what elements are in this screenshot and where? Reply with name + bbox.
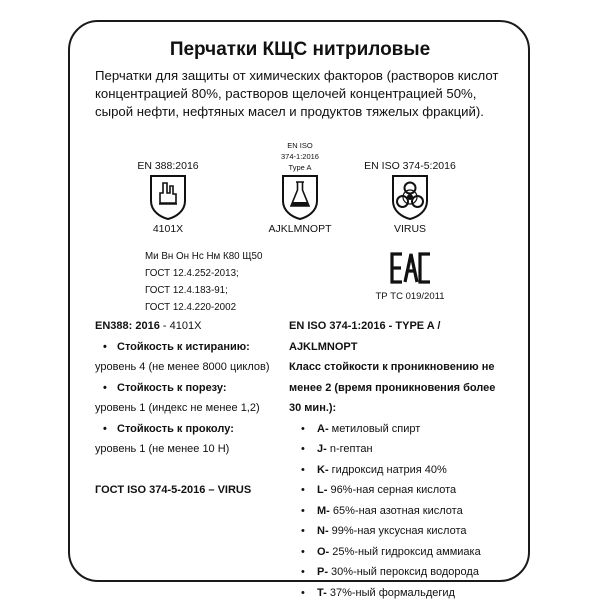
- chemical-letter: N-: [317, 525, 329, 537]
- puncture-value: уровень 1 (не менее 10 Н): [95, 439, 285, 460]
- chemical-letter: M-: [317, 505, 330, 517]
- glove-cut-shield-icon: [148, 173, 188, 221]
- chemical-properties: [289, 316, 504, 603]
- virus-standard: ГОСТ ISO 374-5-2016 – VIRUS: [95, 480, 285, 501]
- gost-line: ГОСТ 12.4.220-2002: [145, 299, 262, 316]
- chemical-item: [301, 562, 504, 583]
- page-title: Перчатки КЩС нитриловые: [0, 39, 600, 61]
- chemical-name: n-гептан: [327, 443, 373, 455]
- biohazard-shield-icon: [390, 173, 430, 221]
- chemical-item: [301, 501, 504, 522]
- gost-line: ГОСТ 12.4.183-91;: [145, 282, 262, 299]
- en374-5-code: VIRUS: [360, 223, 460, 235]
- chemical-name: 25%-ный гидроксид аммиака: [329, 546, 480, 558]
- en388-bold: EN388: 2016: [95, 320, 160, 332]
- chemical-flask-shield-icon: [280, 173, 320, 221]
- chemical-list: [289, 419, 504, 603]
- chemical-letter: O-: [317, 546, 329, 558]
- chemical-letter: T-: [317, 587, 327, 599]
- chemical-letter: P-: [317, 566, 328, 578]
- chemical-letter: K-: [317, 464, 329, 476]
- en374-1-code: AJKLMNOPT: [250, 223, 350, 235]
- en388-rest: - 4101X: [160, 320, 202, 332]
- chemical-item: [301, 419, 504, 440]
- eac-mark-icon: [390, 252, 432, 284]
- chemical-item: [301, 521, 504, 542]
- chemical-name: 99%-ная уксусная кислота: [329, 525, 467, 537]
- en374-1-heading-line: EN ISO: [262, 140, 338, 151]
- chemical-item: [301, 439, 504, 460]
- chemical-name: 65%-ная азотная кислота: [330, 505, 463, 517]
- chemical-name: гидроксид натрия 40%: [329, 464, 447, 476]
- abrasion-value: уровень 4 (не менее 8000 циклов): [95, 357, 285, 378]
- cut-title: • Стойкость к порезу:: [103, 378, 285, 399]
- en374-1-heading-line: Type A: [262, 162, 338, 173]
- abrasion-title: • Стойкость к истиранию:: [103, 337, 285, 358]
- chemical-letter: J-: [317, 443, 327, 455]
- chemical-item: [301, 542, 504, 563]
- chemical-name: 30%-ный пероксид водорода: [328, 566, 479, 578]
- gost-line: Ми Вн Он Нс Нм К80 Щ50: [145, 248, 262, 265]
- puncture-title: • Стойкость к проколу:: [103, 419, 285, 440]
- en374-1-heading: [262, 140, 338, 173]
- chemical-name: метиловый спирт: [329, 423, 421, 435]
- chemical-item: [301, 460, 504, 481]
- gost-markings: [145, 248, 262, 316]
- en388-code: 4101X: [118, 223, 218, 235]
- en374-1-heading-full: EN ISO 374-1:2016 - TYPE A / AJKLMNOPT: [289, 316, 504, 357]
- cut-value: уровень 1 (индекс не менее 1,2): [95, 398, 285, 419]
- chemical-letter: L-: [317, 484, 327, 496]
- chemical-name: 96%-ная серная кислота: [327, 484, 456, 496]
- en388-line: [95, 316, 285, 337]
- chemical-item: [301, 480, 504, 501]
- permeation-class: Класс стойкости к проникновению не менее 2 (время проникновения более 30 мин.):: [289, 357, 504, 419]
- en374-5-heading: EN ISO 374-5:2016: [355, 160, 465, 172]
- eac-label: ТР ТС 019/2011: [360, 291, 460, 302]
- intro-text: Перчатки для защиты от химических факторов (растворов кислот концентрацией 80%, растворов щелочей концентрацией 50%, сырой нефти, нефтяных масел и продуктов тяжелых фракций).: [95, 67, 505, 121]
- chemical-letter: A-: [317, 423, 329, 435]
- gost-line: ГОСТ 12.4.252-2013;: [145, 265, 262, 282]
- mechanical-properties: [95, 316, 285, 500]
- en388-heading: EN 388:2016: [118, 160, 218, 172]
- en374-1-heading-line: 374-1:2016: [262, 151, 338, 162]
- chemical-name: 37%-ный формальдегид: [327, 587, 455, 599]
